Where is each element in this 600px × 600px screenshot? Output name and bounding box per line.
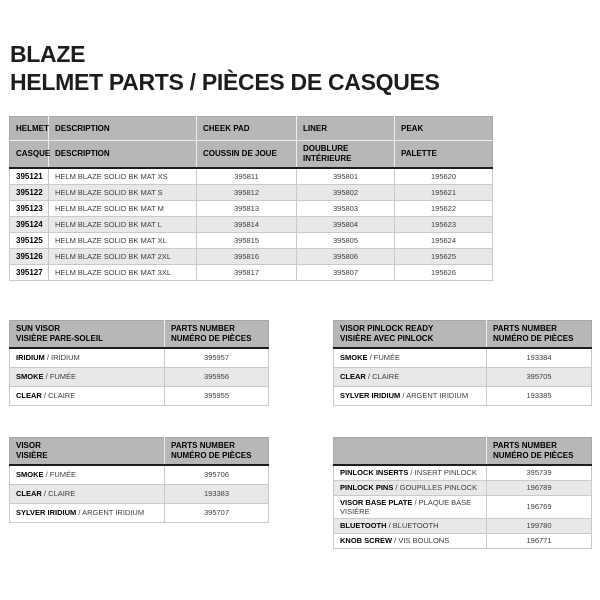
accessories-title-empty: [334, 438, 487, 466]
part-label-cell: [334, 533, 487, 548]
label-separator: /: [392, 536, 399, 545]
page-title: BLAZE: [10, 41, 86, 67]
table-row: [10, 216, 493, 232]
part-label-cell: [10, 348, 165, 367]
liner-cell: 395807: [297, 264, 395, 280]
col-header-cheek-pad: CHEEK PAD: [197, 117, 297, 141]
part-label-fr: CLAIRE: [48, 489, 76, 498]
helmet-code-cell: 395123: [10, 200, 49, 216]
parts-header-fr: NUMÉRO DE PIÈCES: [493, 334, 574, 343]
header-row: [334, 438, 592, 466]
peak-cell: 195624: [395, 232, 493, 248]
sun-visor-table-header: [10, 321, 269, 349]
part-label-cell: [10, 465, 165, 484]
table-row: [334, 495, 592, 518]
part-label-cell: [10, 367, 165, 386]
parts-header-fr: NUMÉRO DE PIÈCES: [171, 451, 252, 460]
part-label-cell: [334, 348, 487, 367]
accessories-table: [333, 437, 592, 549]
table-row: [334, 518, 592, 533]
liner-cell: 395805: [297, 232, 395, 248]
visor-table: [9, 437, 269, 523]
description-cell: HELM BLAZE SOLID BK MAT XL: [49, 232, 197, 248]
cheek-pad-cell: 395812: [197, 184, 297, 200]
accessories-table-header: [334, 438, 592, 466]
table-row: [10, 248, 493, 264]
table-row: [334, 348, 592, 367]
part-label-en: SMOKE: [16, 372, 44, 381]
label-separator: /: [365, 372, 373, 381]
part-label-en: PINLOCK INSERTS: [340, 468, 409, 478]
label-separator: /: [367, 353, 374, 363]
part-label-fr: IRIDIUM: [51, 353, 80, 363]
part-label-cell: [10, 503, 165, 522]
table-title-en: VISOR PINLOCK READY: [340, 324, 434, 333]
helmet-parts-table-header: [10, 117, 493, 169]
helmet-code-cell: 395126: [10, 248, 49, 264]
helmet-code-cell: 395127: [10, 264, 49, 280]
table-row: [10, 386, 269, 405]
table-row: [10, 264, 493, 280]
parts-header-fr: NUMÉRO DE PIÈCES: [493, 451, 574, 460]
part-label-fr: FUMÉE: [373, 353, 401, 363]
table-title-en: VISOR: [16, 441, 41, 450]
sun-visor-title: [10, 321, 165, 349]
visor-pinlock-title: [334, 321, 487, 349]
description-cell: HELM BLAZE SOLID BK MAT 2XL: [49, 248, 197, 264]
peak-cell: 195621: [395, 184, 493, 200]
part-label-en: BLUETOOTH: [340, 521, 387, 530]
parts-number-header: [487, 321, 592, 349]
peak-cell: 195626: [395, 264, 493, 280]
col-header-palette: PALETTE: [395, 141, 493, 169]
col-header-coussin: COUSSIN DE JOUE: [197, 141, 297, 169]
label-separator: /: [76, 508, 83, 517]
table-row: [10, 348, 269, 367]
part-label-cell: [334, 480, 487, 495]
table-row: [334, 480, 592, 495]
description-cell: HELM BLAZE SOLID BK MAT XS: [49, 168, 197, 184]
part-label-fr: GOUPILLES PINLOCK: [399, 483, 478, 492]
part-label-en: SMOKE: [340, 353, 368, 363]
peak-cell: 195625: [395, 248, 493, 264]
peak-cell: 195622: [395, 200, 493, 216]
part-label-fr: FUMÉE: [49, 372, 77, 381]
part-label-cell: [334, 465, 487, 480]
helmet-code-cell: 395122: [10, 184, 49, 200]
table-row: [10, 184, 493, 200]
cheek-pad-cell: 395817: [197, 264, 297, 280]
part-label-cell: [334, 495, 487, 518]
part-label-fr: BLUETOOTH: [392, 521, 439, 530]
part-number-cell: 395955: [165, 386, 269, 405]
col-header-casque: CASQUE: [10, 141, 49, 169]
part-label-en: CLEAR: [16, 391, 42, 400]
table-title-fr: VISIÈRE AVEC PINLOCK: [340, 334, 434, 343]
table-title-en: SUN VISOR: [16, 324, 61, 333]
col-header-description-fr: DESCRIPTION: [49, 141, 197, 169]
part-number-cell: 196769: [487, 495, 592, 518]
part-number-cell: 395739: [487, 465, 592, 480]
table-row: [10, 168, 493, 184]
header-row-en: [10, 117, 493, 141]
page-title-block: [10, 40, 440, 96]
col-header-doublure: DOUBLURE INTÉRIEURE: [297, 141, 395, 169]
part-number-cell: 196771: [487, 533, 592, 548]
liner-cell: 395803: [297, 200, 395, 216]
parts-number-header: [165, 438, 269, 466]
part-label-fr: CLAIRE: [372, 372, 400, 381]
part-number-cell: 193384: [487, 348, 592, 367]
cheek-pad-cell: 395815: [197, 232, 297, 248]
part-label-cell: [10, 484, 165, 503]
part-label-en: CLEAR: [16, 489, 42, 498]
part-label-cell: [334, 518, 487, 533]
col-header-peak: PEAK: [395, 117, 493, 141]
part-number-cell: 199780: [487, 518, 592, 533]
cheek-pad-cell: 395811: [197, 168, 297, 184]
description-cell: HELM BLAZE SOLID BK MAT L: [49, 216, 197, 232]
part-label-fr: ARGENT IRIDIUM: [406, 391, 469, 400]
sun-visor-table: [9, 320, 269, 406]
label-separator: /: [412, 497, 419, 507]
parts-number-header: [487, 438, 592, 466]
part-label-en: CLEAR: [340, 372, 366, 381]
part-label-en: SYLVER IRIDIUM: [16, 508, 77, 517]
part-number-cell: 395957: [165, 348, 269, 367]
col-header-liner: LINER: [297, 117, 395, 141]
part-label-fr: CLAIRE: [48, 391, 76, 400]
part-label-cell: [334, 367, 487, 386]
part-label-en: PINLOCK PINS: [340, 483, 394, 492]
helmet-parts-table-body: [10, 168, 493, 280]
table-title-fr: VISIÈRE: [16, 451, 48, 460]
liner-cell: 395801: [297, 168, 395, 184]
peak-cell: 195623: [395, 216, 493, 232]
part-number-cell: 395706: [165, 465, 269, 484]
page-subtitle: HELMET PARTS / PIÈCES DE CASQUES: [10, 69, 440, 95]
visor-pinlock-table-header: [334, 321, 592, 349]
label-separator: /: [408, 468, 415, 478]
label-separator: /: [41, 489, 49, 498]
part-label-fr: INSERT PINLOCK: [414, 468, 477, 478]
col-header-description: DESCRIPTION: [49, 117, 197, 141]
parts-header-en: PARTS NUMBER: [171, 441, 235, 450]
peak-cell: 195620: [395, 168, 493, 184]
helmet-parts-table: [9, 116, 493, 281]
part-label-fr: VIS BOULONS: [398, 536, 450, 545]
part-label-en: SYLVER IRIDIUM: [340, 391, 401, 400]
parts-header-fr: NUMÉRO DE PIÈCES: [171, 334, 252, 343]
description-cell: HELM BLAZE SOLID BK MAT S: [49, 184, 197, 200]
col-header-helmet: HELMET: [10, 117, 49, 141]
cheek-pad-cell: 395816: [197, 248, 297, 264]
table-title-fr: VISIÈRE PARE-SOLEIL: [16, 334, 103, 343]
part-number-cell: 395707: [165, 503, 269, 522]
table-row: [334, 465, 592, 480]
header-row-fr: [10, 141, 493, 169]
part-label-fr: ARGENT IRIDIUM: [82, 508, 145, 517]
part-label-cell: [334, 386, 487, 405]
description-cell: HELM BLAZE SOLID BK MAT 3XL: [49, 264, 197, 280]
part-label-fr: FUMÉE: [49, 470, 77, 480]
parts-number-header: [165, 321, 269, 349]
table-row: [10, 232, 493, 248]
label-separator: /: [44, 353, 52, 363]
part-number-cell: 196789: [487, 480, 592, 495]
table-row: [10, 484, 269, 503]
label-separator: /: [400, 391, 407, 400]
part-label-fr: PLAQUE BASE VISIÈRE: [340, 497, 472, 516]
helmet-code-cell: 395124: [10, 216, 49, 232]
header-row: [334, 321, 592, 349]
table-row: [10, 503, 269, 522]
label-separator: /: [41, 391, 49, 400]
liner-cell: 395804: [297, 216, 395, 232]
part-number-cell: 193383: [165, 484, 269, 503]
label-separator: /: [43, 372, 50, 381]
table-row: [10, 465, 269, 484]
liner-cell: 395802: [297, 184, 395, 200]
visor-title: [10, 438, 165, 466]
table-row: [334, 386, 592, 405]
cheek-pad-cell: 395814: [197, 216, 297, 232]
table-row: [334, 367, 592, 386]
parts-header-en: PARTS NUMBER: [171, 324, 235, 333]
part-label-en: KNOB SCREW: [340, 536, 393, 545]
table-row: [10, 367, 269, 386]
part-number-cell: 193385: [487, 386, 592, 405]
accessories-table-body: [334, 465, 592, 548]
liner-cell: 395806: [297, 248, 395, 264]
visor-table-header: [10, 438, 269, 466]
helmet-code-cell: 395125: [10, 232, 49, 248]
part-label-en: SMOKE: [16, 470, 44, 480]
part-label-en: VISOR BASE PLATE: [340, 497, 413, 507]
label-separator: /: [393, 483, 400, 492]
label-separator: /: [43, 470, 50, 480]
cheek-pad-cell: 395813: [197, 200, 297, 216]
table-row: [334, 533, 592, 548]
header-row: [10, 438, 269, 466]
label-separator: /: [386, 521, 393, 530]
part-number-cell: 395956: [165, 367, 269, 386]
part-label-en: IRIDIUM: [16, 353, 45, 363]
helmet-code-cell: 395121: [10, 168, 49, 184]
header-row: [10, 321, 269, 349]
description-cell: HELM BLAZE SOLID BK MAT M: [49, 200, 197, 216]
visor-pinlock-table: [333, 320, 592, 406]
parts-header-en: PARTS NUMBER: [493, 324, 557, 333]
parts-header-en: PARTS NUMBER: [493, 441, 557, 450]
table-row: [10, 200, 493, 216]
part-number-cell: 395705: [487, 367, 592, 386]
sun-visor-table-body: [10, 348, 269, 405]
visor-table-body: [10, 465, 269, 522]
visor-pinlock-table-body: [334, 348, 592, 405]
part-label-cell: [10, 386, 165, 405]
